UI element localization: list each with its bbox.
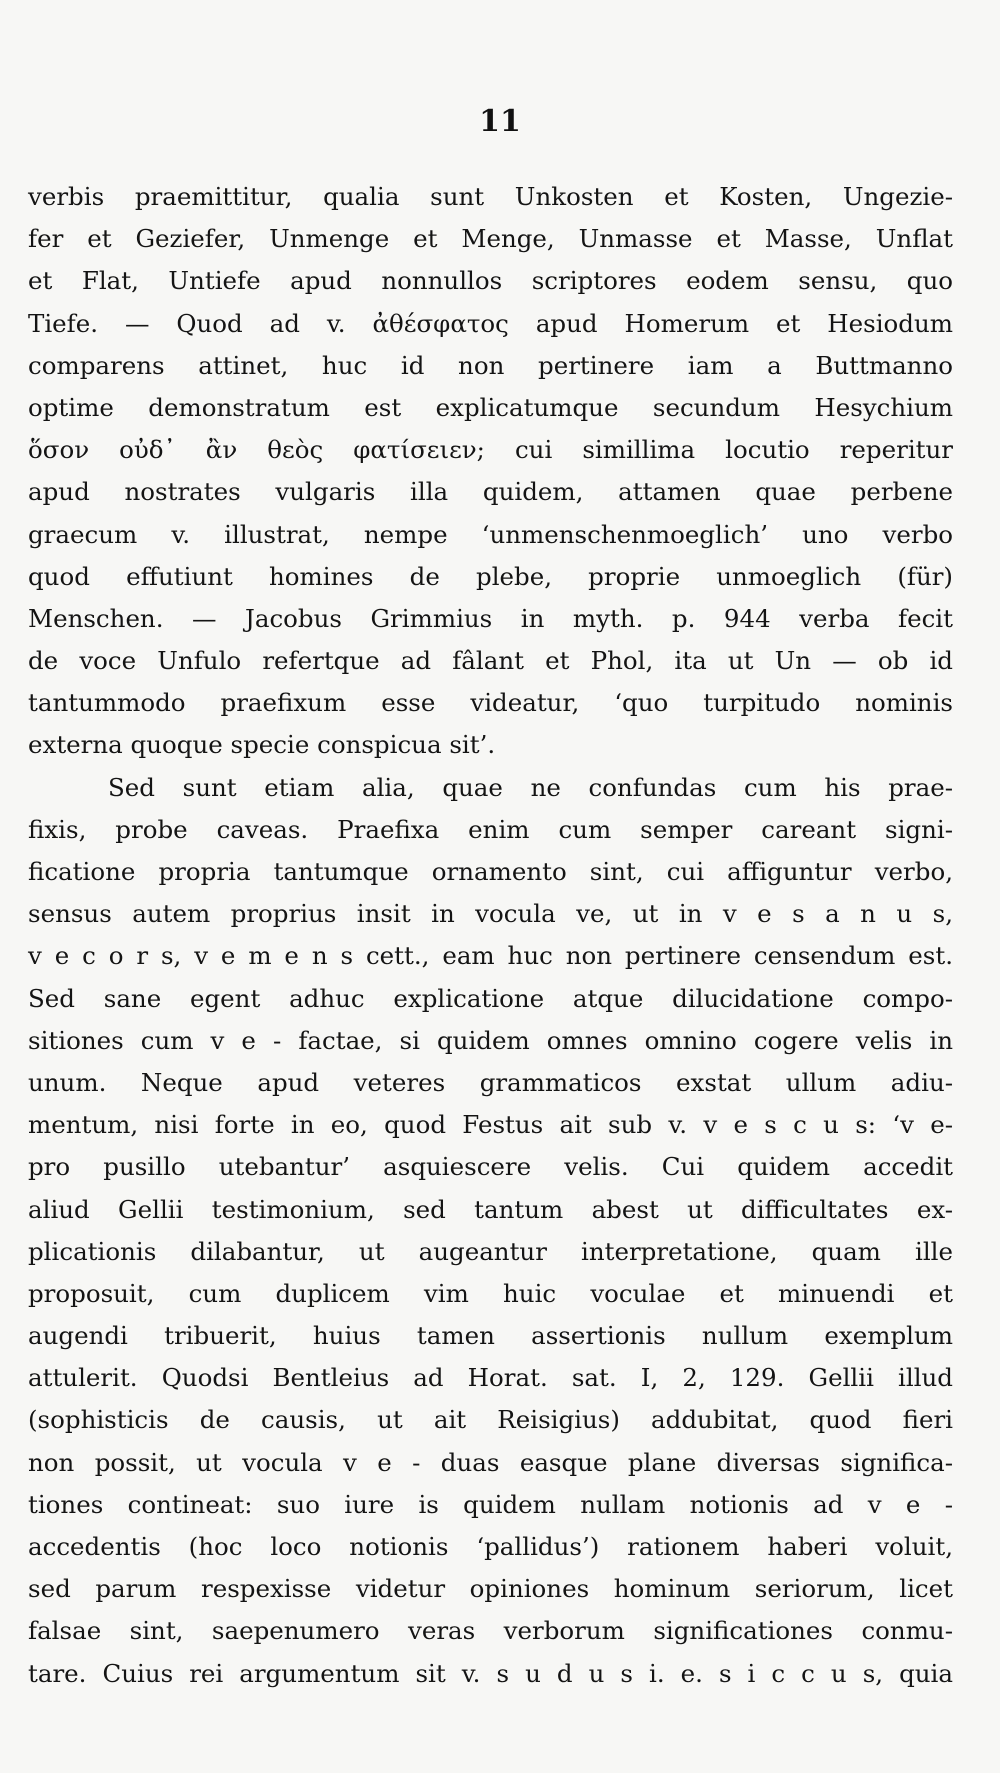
text-line: fer et Geziefer, Unmenge et Menge, Unmasse et Masse, Unflat bbox=[28, 224, 953, 254]
text-line: sitiones cum v e - factae, si quidem omnes omnino cogere velis in bbox=[28, 1025, 953, 1055]
text-line: et Flat, Untiefe apud nonnullos scriptores eodem sensu, quo bbox=[28, 266, 953, 296]
text-line: fixis, probe caveas. Praefixa enim cum semper careant signi- bbox=[28, 814, 953, 844]
text-line: Menschen. — Jacobus Grimmius in myth. p. 944 verba fecit bbox=[28, 603, 953, 633]
text-line: ὅσον οὐδ᾽ ἂν θεὸς φατίσειεν; cui simillima locutio reperitur bbox=[28, 435, 953, 465]
text-line: Sed sane egent adhuc explicatione atque dilucidatione compo- bbox=[28, 983, 953, 1013]
text-line: v e c o r s, v e m e n s cett., eam huc non pertinere censendum est. bbox=[28, 941, 953, 971]
text-line: aliud Gellii testimonium, sed tantum abest ut difficultates ex- bbox=[28, 1194, 953, 1224]
text-line: sensus autem proprius insit in vocula ve, ut in v e s a n u s, bbox=[28, 899, 953, 929]
text-line: accedentis (hoc loco notionis ‘pallidus’) rationem haberi voluit, bbox=[28, 1532, 953, 1561]
text-line: attulerit. Quodsi Bentleius ad Horat. sat. I, 2, 129. Gellii illud bbox=[28, 1363, 953, 1393]
paragraph-start-line: Sed sunt etiam alia, quae ne confundas cum his prae- bbox=[108, 772, 953, 802]
text-line: mentum, nisi forte in eo, quod Festus ait sub v. v e s c u s: ‘v e- bbox=[28, 1110, 953, 1140]
text-line: tare. Cuius rei argumentum sit v. s u d u s i. e. s i c c u s, quia bbox=[28, 1658, 953, 1688]
text-line: falsae sint, saepenumero veras verborum significationes conmu- bbox=[28, 1616, 953, 1646]
text-line: apud nostrates vulgaris illa quidem, attamen quae perbene bbox=[28, 477, 953, 507]
text-line: non possit, ut vocula v e - duas easque plane diversas significa- bbox=[28, 1447, 953, 1477]
text-line: verbis praemittitur, qualia sunt Unkosten et Kosten, Ungezie- bbox=[28, 182, 953, 211]
text-line: de voce Unfulo refertque ad fâlant et Phol, ita ut Un — ob id bbox=[28, 646, 953, 676]
text-line: tiones contineat: suo iure is quidem nullam notionis ad v e - bbox=[28, 1489, 953, 1519]
text-line: (sophisticis de causis, ut ait Reisigius) addubitat, quod fieri bbox=[28, 1405, 953, 1435]
text-line: Tiefe. — Quod ad v. ἀθέσφατος apud Homerum et Hesiodum bbox=[28, 308, 953, 338]
page-number: 11 bbox=[479, 104, 521, 139]
text-line: sed parum respexisse videtur opiniones hominum seriorum, licet bbox=[28, 1574, 953, 1604]
text-line: optime demonstratum est explicatumque secundum Hesychium bbox=[28, 392, 953, 422]
text-line: proposuit, cum duplicem vim huic voculae et minuendi et bbox=[28, 1278, 953, 1308]
text-line: plicationis dilabantur, ut augeantur interpretatione, quam ille bbox=[28, 1236, 953, 1266]
text-line: comparens attinet, huc id non pertinere iam a Buttmanno bbox=[28, 350, 953, 380]
paragraph-end-line: externa quoque specie conspicua sit’. bbox=[28, 730, 496, 760]
text-line: graecum v. illustrat, nempe ‘unmenschenmoeglich’ uno verbo bbox=[28, 519, 953, 549]
text-line: quod effutiunt homines de plebe, proprie unmoeglich (für) bbox=[28, 561, 953, 591]
text-line: unum. Neque apud veteres grammaticos exstat ullum adiu- bbox=[28, 1067, 953, 1097]
text-line: pro pusillo utebantur’ asquiescere velis. Cui quidem accedit bbox=[28, 1152, 953, 1182]
text-line: tantummodo praefixum esse videatur, ‘quo turpitudo nominis bbox=[28, 688, 953, 718]
text-line: ficatione propria tantumque ornamento sint, cui affiguntur verbo, bbox=[28, 857, 953, 886]
text-line: augendi tribuerit, huius tamen assertionis nullum exemplum bbox=[28, 1321, 953, 1351]
body-text bbox=[28, 176, 953, 1695]
